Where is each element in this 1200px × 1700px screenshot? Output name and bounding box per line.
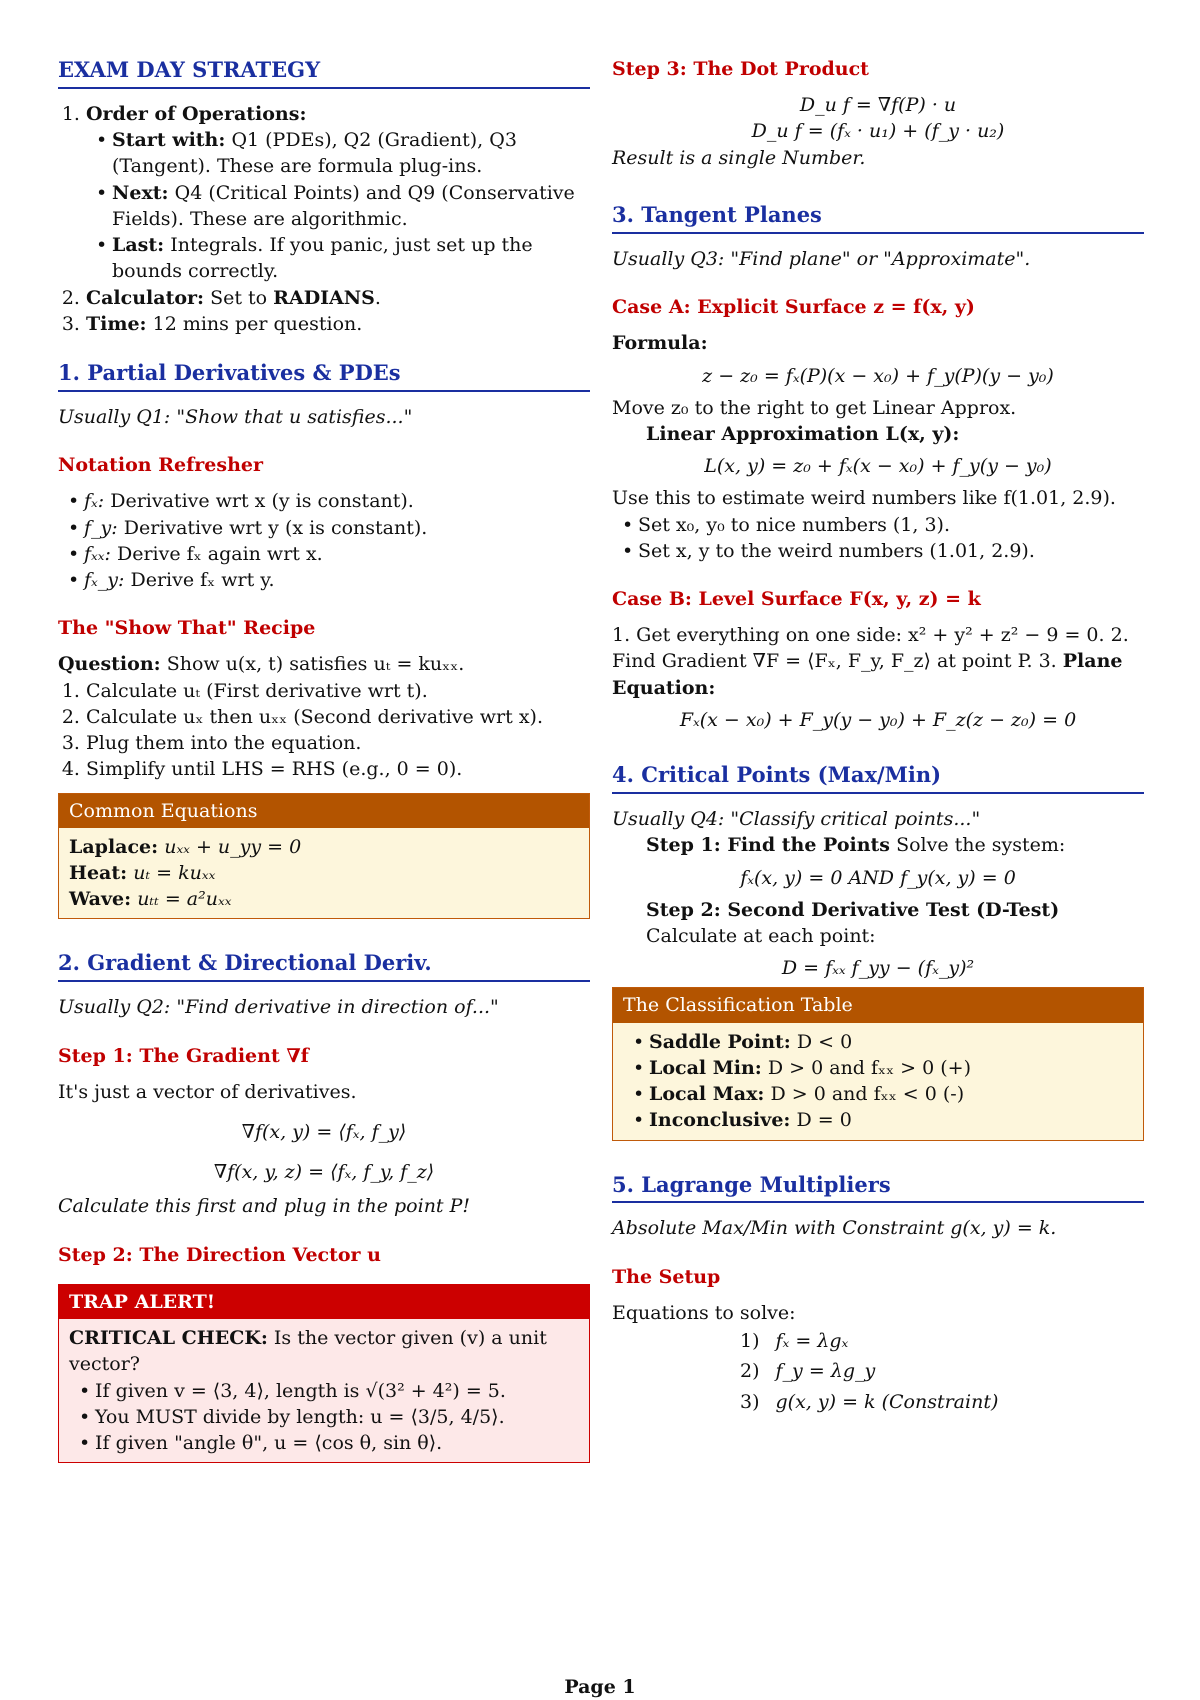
table-row: 1) fₓ = λgₓ <box>740 1330 849 1353</box>
page-number: Page 1 <box>564 1676 636 1698</box>
section-4-usually: Usually Q4: "Classify critical points..." <box>612 808 981 831</box>
list-item: • Next: Q4 (Critical Points) and Q9 (Conservative Fields). These are algorithmic. <box>112 180 590 232</box>
step3-title: Step 3: The Dot Product <box>612 58 869 80</box>
section-3-title: 3. Tangent Planes <box>612 201 1144 234</box>
list-item: • If given "angle θ", u = ⟨cos θ, sin θ⟩. <box>95 1430 579 1456</box>
section-1-title: 1. Partial Derivatives & PDEs <box>58 359 590 392</box>
dot-eq-1: D_u f = ∇f(P) · u <box>799 94 957 117</box>
move-text: Move z₀ to the right to get Linear Approx. <box>612 396 1017 419</box>
s4-system: fₓ(x, y) = 0 AND f_y(x, y) = 0 <box>740 866 1016 889</box>
setup-text: Equations to solve: <box>612 1301 796 1324</box>
section-1-usually: Usually Q1: "Show that u satisfies..." <box>58 405 413 428</box>
common-equations-box <box>58 793 590 920</box>
list-item: • fₓ_y: Derive fₓ wrt y. <box>84 567 590 593</box>
caseB-text: 1. Get everything on one side: x² + y² + z² − 9 = 0. 2. Find Gradient ∇F = ⟨Fₓ, F_y, F_z⟩ at point P. 3. Plane Equation: <box>612 624 1129 699</box>
list-item: • Local Max: D > 0 and fₓₓ < 0 (-) <box>649 1081 1133 1107</box>
laplace-line: Laplace: uₓₓ + u_yy = 0 <box>69 835 302 858</box>
section-4-title: 4. Critical Points (Max/Min) <box>612 761 1144 794</box>
list-item: • Set x, y to the weird numbers (1.01, 2.9). <box>638 538 1144 564</box>
trap-alert-box <box>58 1284 590 1463</box>
notation-list <box>58 488 590 593</box>
list-item: 3. Plug them into the equation. <box>86 730 590 756</box>
list-item: • Saddle Point: D < 0 <box>649 1029 1133 1055</box>
list-item: • Inconclusive: D = 0 <box>649 1107 1133 1133</box>
list-item: • Local Min: D > 0 and fₓₓ > 0 (+) <box>649 1055 1133 1081</box>
dot-eq-2: D_u f = (fₓ · u₁) + (f_y · u₂) <box>751 120 1005 143</box>
list-item: • fₓₓ: Derive fₓ again wrt x. <box>84 541 590 567</box>
linear-eq: L(x, y) = z₀ + fₓ(x − x₀) + f_y(y − y₀) <box>704 455 1052 478</box>
critical-check: CRITICAL CHECK: Is the vector given (v) a unit vector? <box>69 1327 547 1376</box>
list-item: 4. Simplify until LHS = RHS (e.g., 0 = 0). <box>86 756 590 782</box>
list-item: • f_y: Derivative wrt y (x is constant). <box>84 515 590 541</box>
step1-title: Step 1: The Gradient ∇f <box>58 1044 309 1067</box>
list-item: • fₓ: Derivative wrt x (y is constant). <box>84 488 590 514</box>
classification-box <box>612 987 1144 1140</box>
recipe-title: The "Show That" Recipe <box>58 617 316 640</box>
section-5-usually: Absolute Max/Min with Constraint g(x, y) = k. <box>612 1217 1057 1240</box>
caseB-title: Case B: Level Surface F(x, y, z) = k <box>612 588 981 611</box>
list-item: • Last: Integrals. If you panic, just set up the bounds correctly. <box>112 232 590 284</box>
step2-title: Step 2: The Direction Vector u <box>58 1243 381 1266</box>
list-item: 2. Calculate uₓ then uₓₓ (Second derivative wrt x). <box>86 704 590 730</box>
caseB-eq: Fₓ(x − x₀) + F_y(y − y₀) + F_z(z − z₀) = 0 <box>679 708 1077 731</box>
right-column <box>612 56 1144 1417</box>
classification-title: The Classification Table <box>613 988 1143 1022</box>
estimate-text: Use this to estimate weird numbers like f(1.01, 2.9). <box>612 487 1116 510</box>
list-item: 2. Calculator: Set to RADIANS. <box>86 285 590 311</box>
s4-D: D = fₓₓ f_yy − (fₓ_y)² <box>781 957 975 980</box>
list-item: 1. Order of Operations: • Start with: Q1 (PDEs), Q2 (Gradient), Q3 (Tangent). These are formula plug-ins. • Next: Q4 (Critical Points) and Q9 (Conservative Fields). These are algorithmic. • Last: Integrals. If you panic, just set up the bounds correctly. <box>86 101 590 285</box>
setup-title: The Setup <box>612 1265 721 1288</box>
formulaA: z − z₀ = fₓ(P)(x − x₀) + f_y(P)(y − y₀) <box>702 364 1054 387</box>
list-item: 3. Time: 12 mins per question. <box>86 311 590 337</box>
gradient-2d: ∇f(x, y) = ⟨fₓ, f_y⟩ <box>241 1121 407 1144</box>
notation-title: Notation Refresher <box>58 454 263 477</box>
list-item: • Set x₀, y₀ to nice numbers (1, 3). <box>638 512 1144 538</box>
table-row: 3) g(x, y) = k (Constraint) <box>740 1390 999 1413</box>
formula-label: Formula: <box>612 332 708 355</box>
list-item: • You MUST divide by length: u = ⟨3/5, 4/5⟩. <box>95 1404 579 1430</box>
section-2-title: 2. Gradient & Directional Deriv. <box>58 949 590 982</box>
s4-step1: Step 1: Find the Points Solve the system: <box>646 834 1066 857</box>
gradient-3d: ∇f(x, y, z) = ⟨fₓ, f_y, f_z⟩ <box>213 1161 435 1184</box>
section-3-usually: Usually Q3: "Find plane" or "Approximate". <box>612 247 1031 270</box>
estimate-list <box>612 512 1144 564</box>
list-item: 1. Calculate uₜ (First derivative wrt t). <box>86 678 590 704</box>
table-row: 2) f_y = λg_y <box>740 1360 876 1383</box>
trap-alert-title: TRAP ALERT! <box>59 1285 589 1319</box>
wave-line: Wave: uₜₜ = a²uₓₓ <box>69 888 232 911</box>
lagrange-table <box>732 1326 1006 1417</box>
s4-step2: Step 2: Second Derivative Test (D-Test) Calculate at each point: <box>646 898 1060 947</box>
list-item: • Start with: Q1 (PDEs), Q2 (Gradient), Q3 (Tangent). These are formula plug-ins. <box>112 127 590 179</box>
section-2-usually: Usually Q2: "Find derivative in direction of..." <box>58 996 499 1019</box>
step1-text: It's just a vector of derivatives. <box>58 1080 357 1103</box>
recipe-steps <box>58 678 590 783</box>
heat-line: Heat: uₜ = kuₓₓ <box>69 861 216 884</box>
exam-title: EXAM DAY STRATEGY <box>58 56 590 89</box>
common-equations-title: Common Equations <box>59 794 589 828</box>
caseA-title: Case A: Explicit Surface z = f(x, y) <box>612 296 975 319</box>
section-5-title: 5. Lagrange Multipliers <box>612 1171 1144 1204</box>
list-item: • If given v = ⟨3, 4⟩, length is √(3² + 4²) = 5. <box>95 1378 579 1404</box>
strategy-list <box>58 101 590 337</box>
step1-note: Calculate this first and plug in the point P! <box>58 1195 471 1218</box>
linear-label: Linear Approximation L(x, y): <box>646 422 960 445</box>
left-column <box>58 56 590 1463</box>
dot-note: Result is a single Number. <box>612 146 866 169</box>
question-line: Question: Show u(x, t) satisfies uₜ = kuₓₓ. <box>58 653 465 676</box>
